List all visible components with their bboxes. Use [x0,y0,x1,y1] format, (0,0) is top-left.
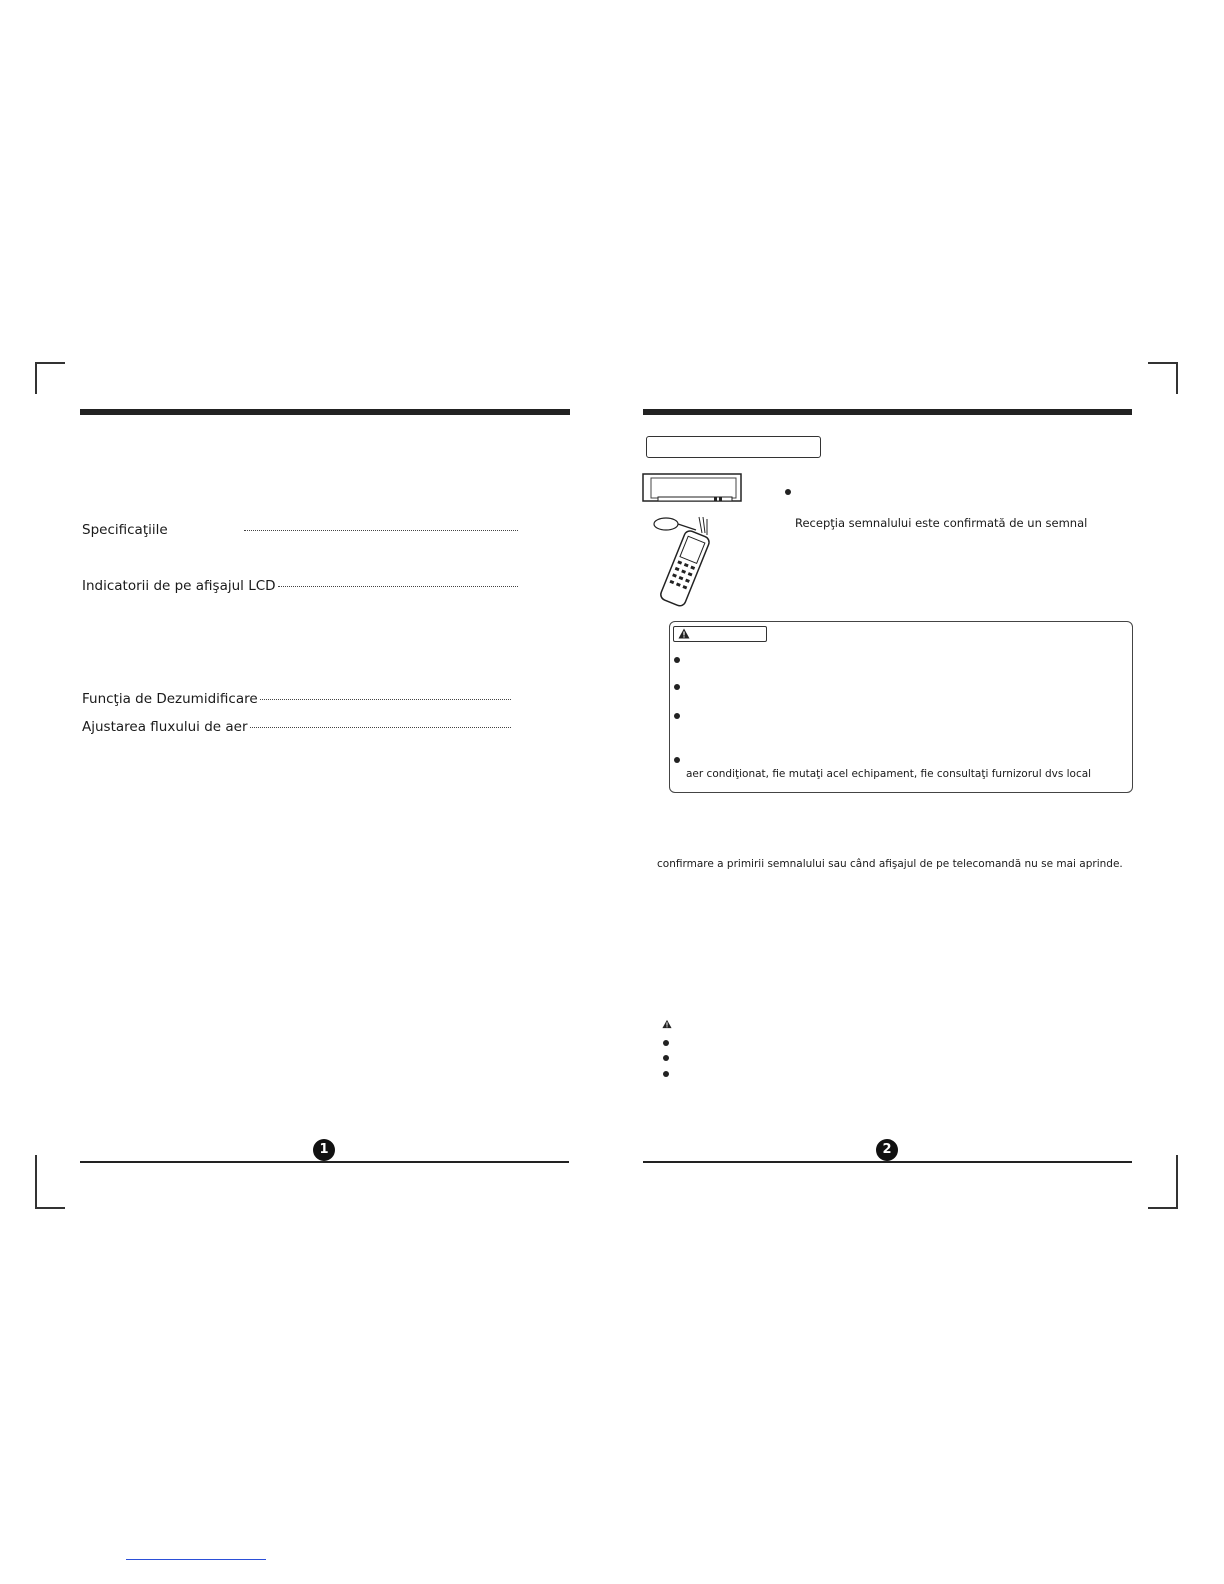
warning-last-line: aer condiţionat, fie mutaţi acel echipament, fie consultaţi furnizorul dvs local [686,768,1092,780]
crop-mark-bottom-left-v [35,1155,37,1209]
warning-label-box [673,626,767,642]
toc-dot-leader [278,585,518,587]
crop-mark-top-right-v [1176,362,1178,394]
remote-control-illustration [644,513,724,608]
left-header-rule [80,409,570,415]
bullet-icon [663,1071,669,1077]
reception-text: Recepţia semnalului este confirmată de un semnal [795,516,1088,530]
toc-item-specificatii[interactable] [82,522,518,538]
right-footer-rule [643,1161,1132,1163]
toc-item-label: Specificaţiile [82,522,168,538]
toc-dot-leader [260,698,511,700]
section-title-box [646,436,821,458]
toc-dot-leader [244,529,518,531]
toc-item-flux-aer[interactable] [82,719,511,735]
crop-mark-bottom-right-v [1176,1155,1178,1209]
bullet-icon [674,713,680,719]
indoor-unit-illustration [642,473,744,505]
toc-dot-leader [250,726,511,728]
crop-mark-bottom-right-h [1148,1207,1178,1209]
bullet-icon [663,1040,669,1046]
crop-mark-top-right-h [1148,362,1178,364]
right-header-rule [643,409,1132,415]
bullet-icon [674,684,680,690]
bullet-icon [674,757,680,763]
left-footer-rule [80,1161,569,1163]
bullet-icon [785,489,791,495]
bullet-icon [674,657,680,663]
warning-triangle-icon [662,1019,672,1029]
page-number-badge: 2 [876,1139,898,1161]
confirm-text: confirmare a primirii semnalului sau când afişajul de pe telecomandă nu se mai aprinde. [657,858,1123,870]
warning-triangle-icon [678,628,690,639]
toc-item-label: Ajustarea fluxului de aer [82,719,248,735]
crop-mark-top-left-v [35,362,37,394]
link-underline[interactable] [126,1559,266,1560]
toc-item-label: Indicatorii de pe afişajul LCD [82,578,276,594]
crop-mark-bottom-left-h [35,1207,65,1209]
toc-item-indicatori-lcd[interactable] [82,578,518,594]
toc-item-dezumidificare[interactable] [82,691,511,707]
toc-item-label: Funcţia de Dezumidificare [82,691,258,707]
page-number-badge: 1 [313,1139,335,1161]
crop-mark-top-left-h [35,362,65,364]
bullet-icon [663,1055,669,1061]
